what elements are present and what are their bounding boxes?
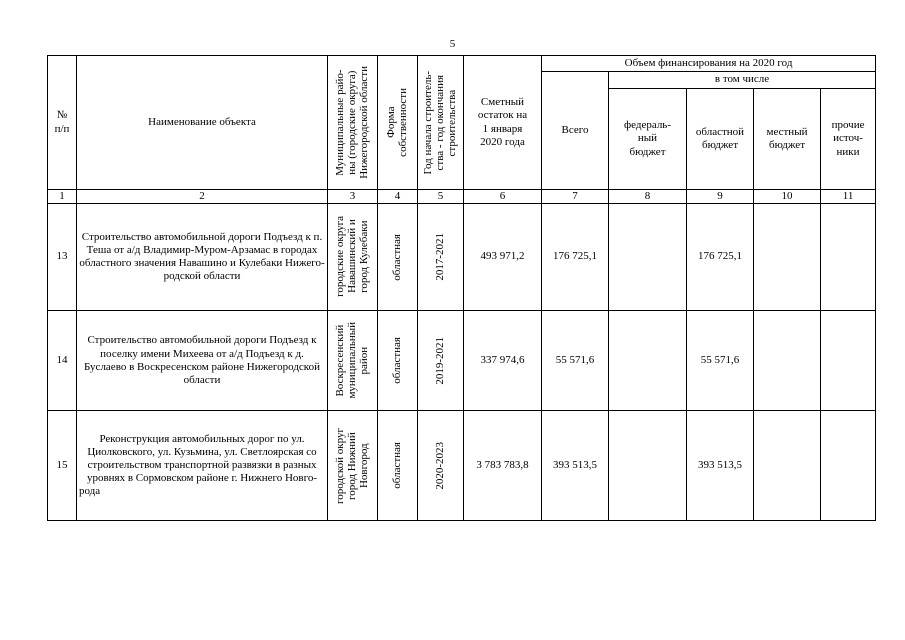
page-number: 5 xyxy=(449,38,456,50)
financing-table xyxy=(47,55,876,521)
header-col-years: Год начала строитель- ства - год окончания строительства xyxy=(418,56,464,190)
header-col-total: Всего xyxy=(542,72,609,190)
years-cell: 2019-2021 xyxy=(418,311,464,411)
other-cell xyxy=(821,203,876,311)
object-name: Реконструкция автомобильных дорог по ул. Циолковского, ул. Кузьмина, ул. Светлоярская со строительством транспортной развязки в разных уровнях в Сормовском районе г. Нижнего Новго-рода xyxy=(77,411,328,521)
regional-cell: 55 571,6 xyxy=(687,311,754,411)
local-cell xyxy=(754,411,821,521)
column-number: 11 xyxy=(821,190,876,203)
ownership-cell: областная xyxy=(378,411,418,521)
row-number: 13 xyxy=(48,203,77,311)
header-col-regional: областной бюджет xyxy=(687,88,754,190)
table-row xyxy=(48,411,876,521)
district-cell: городской округ город Нижний Новгород xyxy=(328,411,378,521)
years-cell: 2017-2021 xyxy=(418,203,464,311)
header-col-name: Наименование объекта xyxy=(77,56,328,190)
table-row xyxy=(48,311,876,411)
regional-cell: 176 725,1 xyxy=(687,203,754,311)
row-number: 14 xyxy=(48,311,77,411)
header-col-local: местный бюджет xyxy=(754,88,821,190)
header-col-ownership: Форма собственности xyxy=(378,56,418,190)
total-cell: 176 725,1 xyxy=(542,203,609,311)
column-number: 5 xyxy=(418,190,464,203)
object-name: Строительство автомобильной дороги Подъезд к поселку имени Михеева от а/д Подъезд к д. Буслаево в Воскресенском районе Нижегородской области xyxy=(77,311,328,411)
local-cell xyxy=(754,203,821,311)
district-cell: городские округа Навашинский и город Кулебаки xyxy=(328,203,378,311)
column-number: 2 xyxy=(77,190,328,203)
table-row xyxy=(48,203,876,311)
column-number: 1 xyxy=(48,190,77,203)
years-cell: 2020-2023 xyxy=(418,411,464,521)
estimate-cell: 3 783 783,8 xyxy=(464,411,542,521)
header-col-federal: федераль- ный бюджет xyxy=(609,88,687,190)
header-financing-group: Объем финансирования на 2020 год xyxy=(542,56,876,72)
header-col-estimate: Сметный остаток на 1 января 2020 года xyxy=(464,56,542,190)
column-number: 3 xyxy=(328,190,378,203)
estimate-cell: 337 974,6 xyxy=(464,311,542,411)
header-col-number: № п/п xyxy=(48,56,77,190)
total-cell: 393 513,5 xyxy=(542,411,609,521)
district-cell: Воскресенский муниципальный район xyxy=(328,311,378,411)
estimate-cell: 493 971,2 xyxy=(464,203,542,311)
local-cell xyxy=(754,311,821,411)
object-name: Строительство автомобильной дороги Подъезд к п. Теша от а/д Владимир-Муром-Арзамас в городах областного значения Навашино и Кулебаки Нижего-родской области xyxy=(77,203,328,311)
other-cell xyxy=(821,311,876,411)
column-number: 8 xyxy=(609,190,687,203)
column-number: 10 xyxy=(754,190,821,203)
column-number: 4 xyxy=(378,190,418,203)
header-col-other: прочие источ- ники xyxy=(821,88,876,190)
federal-cell xyxy=(609,411,687,521)
ownership-cell: областная xyxy=(378,311,418,411)
federal-cell xyxy=(609,203,687,311)
federal-cell xyxy=(609,311,687,411)
column-number-row xyxy=(48,190,876,203)
other-cell xyxy=(821,411,876,521)
ownership-cell: областная xyxy=(378,203,418,311)
header-col-district: Муниципальные райо- ны (городские округа) Нижегородской области xyxy=(328,56,378,190)
column-number: 9 xyxy=(687,190,754,203)
column-number: 7 xyxy=(542,190,609,203)
row-number: 15 xyxy=(48,411,77,521)
total-cell: 55 571,6 xyxy=(542,311,609,411)
regional-cell: 393 513,5 xyxy=(687,411,754,521)
header-including-group: в том числе xyxy=(609,72,876,88)
column-number: 6 xyxy=(464,190,542,203)
